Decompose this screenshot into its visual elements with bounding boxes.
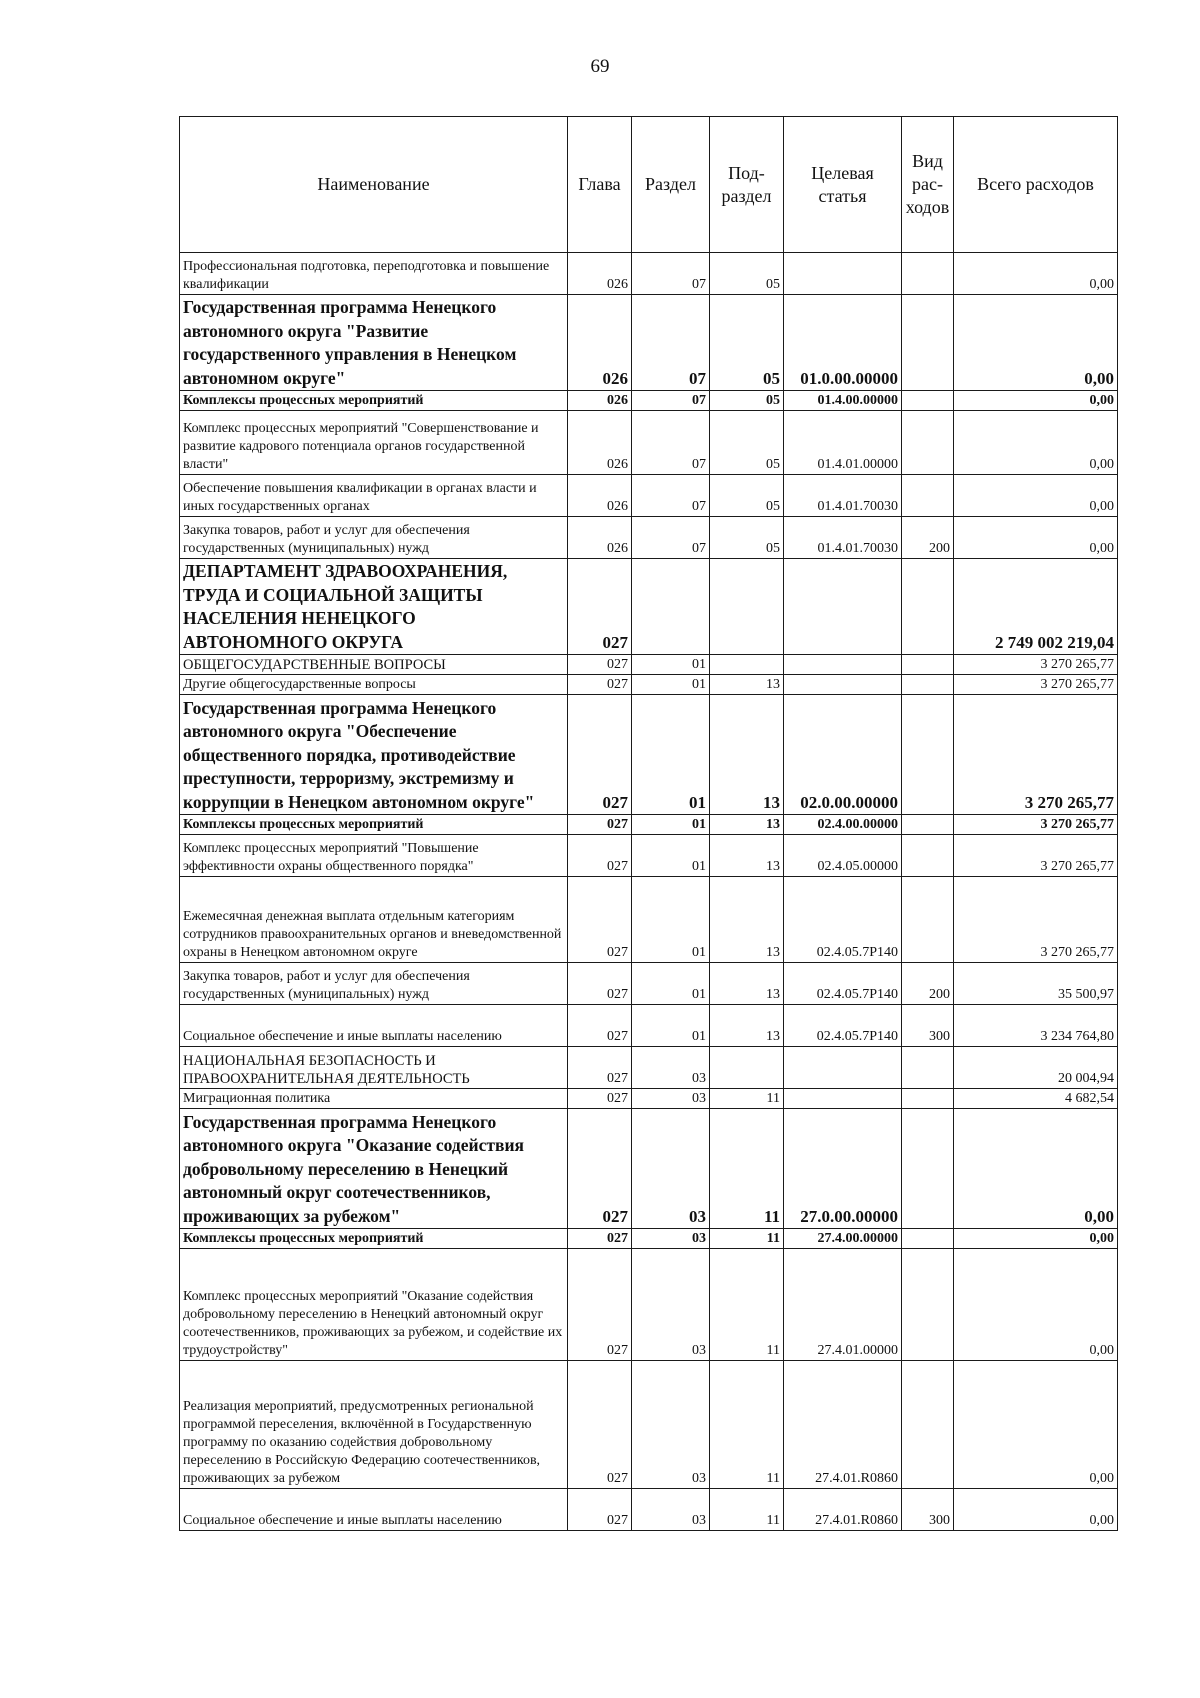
row-celevaya: 02.4.05.00000 [784,835,902,877]
table-row [180,1109,1118,1229]
table-row [180,475,1118,517]
row-razdel: 03 [632,1229,710,1249]
row-glava: 026 [568,253,632,295]
row-razdel: 03 [632,1489,710,1531]
table-row [180,559,1118,655]
row-razdel: 01 [632,815,710,835]
row-total: 3 270 265,77 [954,655,1118,675]
table-row [180,1089,1118,1109]
row-total: 0,00 [954,1249,1118,1361]
row-total: 3 270 265,77 [954,877,1118,963]
row-total: 3 270 265,77 [954,695,1118,815]
header-total: Всего расходов [954,117,1118,253]
row-celevaya: 02.4.05.7P140 [784,877,902,963]
row-total: 2 749 002 219,04 [954,559,1118,655]
row-name: Государственная программа Ненецкого автономного округа "Оказание содействия добровольному переселению в Ненецкий автономный округ соотечественников, проживающих за рубежом" [180,1109,568,1229]
row-total: 3 270 265,77 [954,835,1118,877]
row-vid [902,1109,954,1229]
table-row [180,877,1118,963]
row-vid [902,675,954,695]
table-row [180,835,1118,877]
row-vid: 300 [902,1005,954,1047]
table-row [180,411,1118,475]
row-vid [902,1047,954,1089]
row-total: 0,00 [954,391,1118,411]
row-glava: 027 [568,1005,632,1047]
row-total: 0,00 [954,1361,1118,1489]
row-razdel: 07 [632,411,710,475]
row-celevaya: 02.0.00.00000 [784,695,902,815]
row-razdel: 01 [632,655,710,675]
row-name: Государственная программа Ненецкого автономного округа "Обеспечение общественного порядка, противодействие преступности, терроризму, экстремизму и коррупции в Ненецком автономном округе" [180,695,568,815]
row-total: 3 234 764,80 [954,1005,1118,1047]
row-total: 35 500,97 [954,963,1118,1005]
row-name: Ежемесячная денежная выплата отдельным категориям сотрудников правоохранительных органов и вневедомственной охраны в Ненецком автономном округе [180,877,568,963]
header-celevaya: Целевая статья [784,117,902,253]
row-glava: 027 [568,815,632,835]
row-celevaya: 01.4.01.70030 [784,475,902,517]
row-podrazdel: 11 [710,1489,784,1531]
row-podrazdel: 05 [710,253,784,295]
row-total: 0,00 [954,517,1118,559]
row-celevaya [784,655,902,675]
row-podrazdel: 11 [710,1249,784,1361]
row-name: НАЦИОНАЛЬНАЯ БЕЗОПАСНОСТЬ И ПРАВООХРАНИТЕЛЬНАЯ ДЕЯТЕЛЬНОСТЬ [180,1047,568,1089]
row-vid [902,253,954,295]
row-podrazdel: 13 [710,1005,784,1047]
row-podrazdel: 11 [710,1109,784,1229]
row-celevaya [784,1047,902,1089]
row-podrazdel [710,1047,784,1089]
row-vid: 200 [902,517,954,559]
header-podrazdel: Под- раздел [710,117,784,253]
row-razdel: 01 [632,675,710,695]
row-razdel: 07 [632,295,710,391]
row-total: 0,00 [954,253,1118,295]
table-row [180,1047,1118,1089]
row-total: 0,00 [954,1489,1118,1531]
row-razdel: 01 [632,1005,710,1047]
row-total: 4 682,54 [954,1089,1118,1109]
table-row [180,963,1118,1005]
row-glava: 027 [568,1109,632,1229]
row-name: Комплексы процессных мероприятий [180,1229,568,1249]
table-row [180,1361,1118,1489]
row-total: 0,00 [954,295,1118,391]
row-total: 0,00 [954,1229,1118,1249]
row-name: Закупка товаров, работ и услуг для обеспечения государственных (муниципальных) нужд [180,517,568,559]
row-vid [902,835,954,877]
row-celevaya: 27.4.01.R0860 [784,1361,902,1489]
row-podrazdel: 05 [710,411,784,475]
table-row [180,815,1118,835]
row-name: Государственная программа Ненецкого автономного округа "Развитие государственного управления в Ненецком автономном округе" [180,295,568,391]
row-glava: 027 [568,1489,632,1531]
table-header-row [180,117,1118,253]
row-podrazdel: 11 [710,1089,784,1109]
row-celevaya [784,1089,902,1109]
row-razdel: 07 [632,475,710,517]
row-vid [902,877,954,963]
row-total: 0,00 [954,475,1118,517]
row-glava: 027 [568,1229,632,1249]
row-celevaya: 27.4.01.R0860 [784,1489,902,1531]
row-name: Другие общегосударственные вопросы [180,675,568,695]
row-razdel [632,559,710,655]
row-podrazdel: 13 [710,675,784,695]
row-podrazdel: 05 [710,517,784,559]
row-celevaya [784,675,902,695]
row-name: Комплексы процессных мероприятий [180,391,568,411]
row-glava: 027 [568,559,632,655]
table-row [180,253,1118,295]
table-row [180,695,1118,815]
row-podrazdel [710,655,784,675]
row-name: Комплекс процессных мероприятий "Совершенствование и развитие кадрового потенциала органов государственной власти" [180,411,568,475]
row-podrazdel: 11 [710,1229,784,1249]
row-celevaya: 01.4.01.70030 [784,517,902,559]
row-celevaya: 02.4.05.7P140 [784,963,902,1005]
row-total: 3 270 265,77 [954,675,1118,695]
row-podrazdel: 13 [710,815,784,835]
row-total: 0,00 [954,411,1118,475]
row-vid [902,411,954,475]
row-total: 20 004,94 [954,1047,1118,1089]
row-razdel: 07 [632,517,710,559]
row-vid [902,391,954,411]
row-name: Комплекс процессных мероприятий "Повышение эффективности охраны общественного порядка" [180,835,568,877]
row-razdel: 01 [632,963,710,1005]
row-podrazdel: 05 [710,295,784,391]
row-name: Профессиональная подготовка, переподготовка и повышение квалификации [180,253,568,295]
row-celevaya [784,559,902,655]
row-glava: 027 [568,1089,632,1109]
row-celevaya: 02.4.00.00000 [784,815,902,835]
table-row [180,1229,1118,1249]
table-row [180,1005,1118,1047]
row-razdel: 01 [632,695,710,815]
table-row [180,1489,1118,1531]
table-row [180,295,1118,391]
table-row [180,517,1118,559]
row-celevaya: 27.4.01.00000 [784,1249,902,1361]
row-glava: 026 [568,517,632,559]
row-celevaya: 01.4.00.00000 [784,391,902,411]
page-number: 69 [590,56,610,77]
row-glava: 026 [568,295,632,391]
row-vid [902,1249,954,1361]
row-glava: 026 [568,391,632,411]
row-podrazdel: 05 [710,475,784,517]
row-total: 3 270 265,77 [954,815,1118,835]
row-name: ОБЩЕГОСУДАРСТВЕННЫЕ ВОПРОСЫ [180,655,568,675]
row-razdel: 01 [632,835,710,877]
row-vid: 300 [902,1489,954,1531]
row-vid [902,475,954,517]
row-glava: 027 [568,1249,632,1361]
table-row [180,675,1118,695]
row-vid [902,815,954,835]
row-glava: 027 [568,877,632,963]
table-row [180,1249,1118,1361]
row-podrazdel: 13 [710,963,784,1005]
row-glava: 027 [568,695,632,815]
row-podrazdel: 11 [710,1361,784,1489]
header-razdel: Раздел [632,117,710,253]
row-glava: 027 [568,675,632,695]
budget-table [179,116,1118,1531]
header-vid: Вид рас- ходов [902,117,954,253]
table-row [180,655,1118,675]
row-name: Комплекс процессных мероприятий "Оказание содействия добровольному переселению в Ненецкий автономный округ соотечественников, проживающих за рубежом, и содействие их трудоустройству" [180,1249,568,1361]
row-celevaya: 02.4.05.7P140 [784,1005,902,1047]
row-podrazdel [710,559,784,655]
row-razdel: 03 [632,1109,710,1229]
header-name: Наименование [180,117,568,253]
row-glava: 027 [568,963,632,1005]
row-name: Миграционная политика [180,1089,568,1109]
row-vid [902,295,954,391]
header-glava: Глава [568,117,632,253]
row-podrazdel: 13 [710,695,784,815]
row-vid [902,1361,954,1489]
row-podrazdel: 13 [710,877,784,963]
row-razdel: 03 [632,1249,710,1361]
row-vid [902,655,954,675]
table-row [180,391,1118,411]
row-razdel: 07 [632,253,710,295]
row-podrazdel: 05 [710,391,784,411]
row-name: Реализация мероприятий, предусмотренных региональной программой переселения, включённой в Государственную программу по оказанию содействия добровольному переселению в Российскую Федерацию соотечественников, проживающих за рубежом [180,1361,568,1489]
row-glava: 027 [568,655,632,675]
row-name: Социальное обеспечение и иные выплаты населению [180,1005,568,1047]
row-glava: 026 [568,411,632,475]
row-celevaya: 27.0.00.00000 [784,1109,902,1229]
row-razdel: 03 [632,1361,710,1489]
row-name: ДЕПАРТАМЕНТ ЗДРАВООХРАНЕНИЯ, ТРУДА И СОЦИАЛЬНОЙ ЗАЩИТЫ НАСЕЛЕНИЯ НЕНЕЦКОГО АВТОНОМНОГО ОКРУГА [180,559,568,655]
row-name: Обеспечение повышения квалификации в органах власти и иных государственных органах [180,475,568,517]
row-glava: 027 [568,1361,632,1489]
row-glava: 027 [568,835,632,877]
row-celevaya: 01.4.01.00000 [784,411,902,475]
row-vid [902,559,954,655]
row-razdel: 03 [632,1089,710,1109]
row-celevaya: 27.4.00.00000 [784,1229,902,1249]
row-vid: 200 [902,963,954,1005]
row-podrazdel: 13 [710,835,784,877]
row-vid [902,1089,954,1109]
row-razdel: 01 [632,877,710,963]
row-name: Комплексы процессных мероприятий [180,815,568,835]
row-razdel: 07 [632,391,710,411]
row-glava: 027 [568,1047,632,1089]
row-total: 0,00 [954,1109,1118,1229]
row-vid [902,1229,954,1249]
row-name: Закупка товаров, работ и услуг для обеспечения государственных (муниципальных) нужд [180,963,568,1005]
row-celevaya [784,253,902,295]
row-name: Социальное обеспечение и иные выплаты населению [180,1489,568,1531]
row-celevaya: 01.0.00.00000 [784,295,902,391]
row-glava: 026 [568,475,632,517]
row-razdel: 03 [632,1047,710,1089]
row-vid [902,695,954,815]
